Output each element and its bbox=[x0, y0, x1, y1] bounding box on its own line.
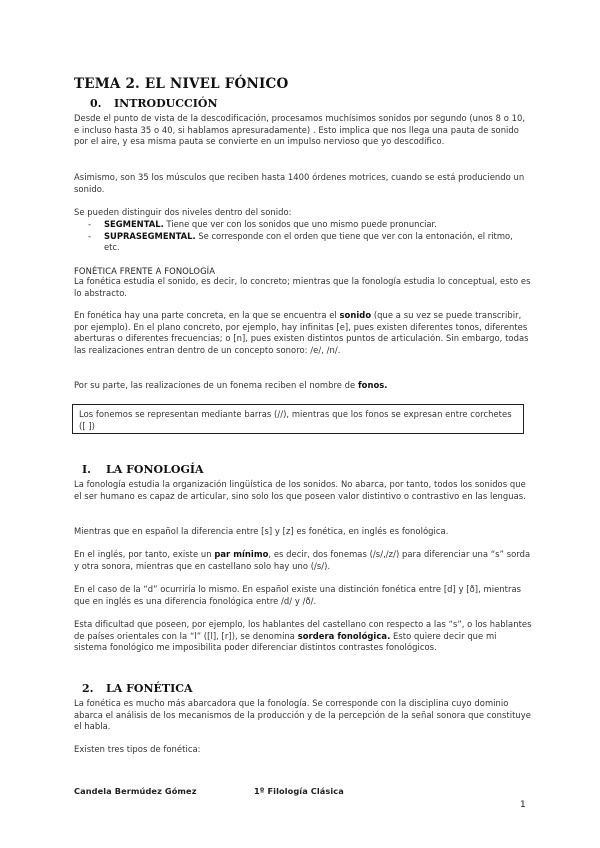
list-item bbox=[74, 231, 524, 254]
section-number: 0. bbox=[90, 97, 102, 110]
text-run: (que a su vez se puede transcribir, por ejemplo). En el plano concreto, por ejemplo, hay infinitas [e], pues existen diferentes tonos, diferentes aberturas o diferentes frecuencias; o [n], pues existen distintos puntos de articulación. Sin embargo, todas las realizaciones entran dentro de un concepto sonoro: /e/, /n/. bbox=[74, 310, 529, 355]
bold-term: sordera fonológica. bbox=[297, 630, 391, 641]
paragraph: Existen tres tipos de fonética: bbox=[74, 744, 201, 754]
text-run: En fonética hay una parte concreta, en la que se encuentra el bbox=[74, 310, 340, 320]
section-title: LA FONOLOGÍA bbox=[106, 463, 204, 476]
paragraph: Desde el punto de vista de la descodificación, procesamos muchísimos sonidos por segundo (unos 8 o 10, e incluso hasta 35 o 40, si hablamos apresuradamente) . Esto implica que nos llega una pauta de sonido por el aire, y esa misma pauta se convierte en un impulso nervioso que yo descodifico. bbox=[74, 113, 526, 147]
list-text: Se corresponde con el orden que tiene que ver con la entonación, el ritmo, etc. bbox=[104, 230, 513, 253]
section-number: 2. bbox=[82, 682, 94, 695]
page-number: 1 bbox=[520, 800, 526, 810]
paragraph: La fonética es mucho más abarcadora que la fonología. Se corresponde con la disciplina cuyo dominio abarca el análisis de los mecanismos de la producción y de la percepción de la señal sonora que constituye el habla. bbox=[74, 698, 531, 732]
bold-term: par mínimo bbox=[214, 549, 269, 559]
intro-paragraph-2 bbox=[74, 172, 532, 195]
intro-paragraph-3 bbox=[74, 207, 532, 219]
paragraph: La fonética estudia el sonido, es decir, lo concreto; mientras que la fonología estudia lo conceptual, esto es lo abstracto. bbox=[74, 276, 531, 298]
paragraph bbox=[74, 549, 532, 572]
paragraph bbox=[74, 380, 532, 392]
paragraph: Asimismo, son 35 los músculos que reciben hasta 1400 órdenes motrices, cuando se está produciendo un sonido. bbox=[74, 172, 525, 194]
paragraph bbox=[74, 310, 532, 356]
section-number: I. bbox=[82, 463, 91, 476]
fonetica-paragraph-2 bbox=[74, 744, 532, 756]
paragraph: La fonología estudia la organización lingüística de los sonidos. No abarca, por tanto, todos los sonidos que el ser humano es capaz de articular, sino solo los que poseen valor distintivo o contrastivo en las lenguas. bbox=[74, 479, 526, 501]
subheading: FONÉTICA FRENTE A FONOLOGÍA bbox=[74, 266, 216, 276]
bold-term: fonos. bbox=[357, 380, 388, 390]
fonologia-paragraph-1 bbox=[74, 479, 532, 502]
list-item bbox=[74, 219, 524, 231]
list-term: SUPRASEGMENTAL. bbox=[104, 230, 196, 241]
paragraph: En el caso de la “d” ocurriría lo mismo. En español existe una distinción fonética entre [d] y [ð], mientras que en inglés es una diferencia fonológica entre /d/ y /ð/. bbox=[74, 584, 522, 606]
text-run: , es decir, dos fonemas (/s/,/z/) para diferenciar una “s” sorda y otra sonora, mientras que en castellano solo hay uno (/s/). bbox=[74, 549, 531, 571]
dash-bullet: - bbox=[88, 219, 92, 229]
section-heading-fonologia bbox=[82, 463, 204, 476]
text-run: Esta dificultad que poseen, por ejemplo, los hablantes del castellano con respecto a las “s”, o los hablantes de países orientales con la “l” ([l], [r]), se denomina bbox=[74, 619, 532, 641]
paragraph bbox=[74, 619, 532, 654]
footer-course: 1º Filología Clásica bbox=[254, 786, 344, 796]
fonologia-paragraph-3 bbox=[74, 549, 532, 572]
text-run: Esto quiere decir que mi sistema fonológico me imposibilita poder diferenciar distintos contrastes fonológicos. bbox=[74, 630, 497, 653]
fonologia-paragraph-2 bbox=[74, 526, 532, 538]
bold-term: sonido bbox=[339, 310, 372, 320]
paragraph: Mientras que en español la diferencia entre [s] y [z] es fonética, en inglés es fonológica. bbox=[74, 526, 449, 536]
text-run: Por su parte, las realizaciones de un fonema reciben el nombre de bbox=[74, 380, 358, 390]
footer-author: Candela Bermúdez Gómez bbox=[74, 786, 197, 796]
fonologia-paragraph-4 bbox=[74, 584, 532, 607]
section-title: LA FONÉTICA bbox=[106, 682, 193, 695]
paragraph: Se pueden distinguir dos niveles dentro del sonido: bbox=[74, 207, 292, 217]
intro-paragraph-5 bbox=[74, 310, 532, 356]
section-heading-introduccion bbox=[90, 97, 218, 110]
dash-bullet: - bbox=[88, 230, 92, 241]
subheading-fonetica-fonologia bbox=[74, 266, 532, 276]
section-title: INTRODUCCIÓN bbox=[114, 97, 218, 110]
intro-paragraph-6 bbox=[74, 380, 532, 392]
note-box bbox=[72, 404, 524, 434]
intro-paragraph-1 bbox=[74, 113, 532, 148]
list-text: Tiene que ver con los sonidos que uno mismo puede pronunciar. bbox=[163, 219, 437, 229]
intro-paragraph-4 bbox=[74, 276, 532, 299]
document-title: TEMA 2. EL NIVEL FÓNICO bbox=[74, 76, 289, 92]
text-run: En el inglés, por tanto, existe un bbox=[74, 549, 215, 559]
levels-list bbox=[74, 219, 524, 254]
fonetica-paragraph-1 bbox=[74, 698, 532, 733]
note-text: Los fonemos se representan mediante barras (//), mientras que los fonos se expresan entre corchetes ([ ]) bbox=[79, 409, 512, 431]
list-term: SEGMENTAL. bbox=[104, 219, 164, 229]
fonologia-paragraph-5 bbox=[74, 619, 532, 654]
section-heading-fonetica bbox=[82, 682, 193, 695]
